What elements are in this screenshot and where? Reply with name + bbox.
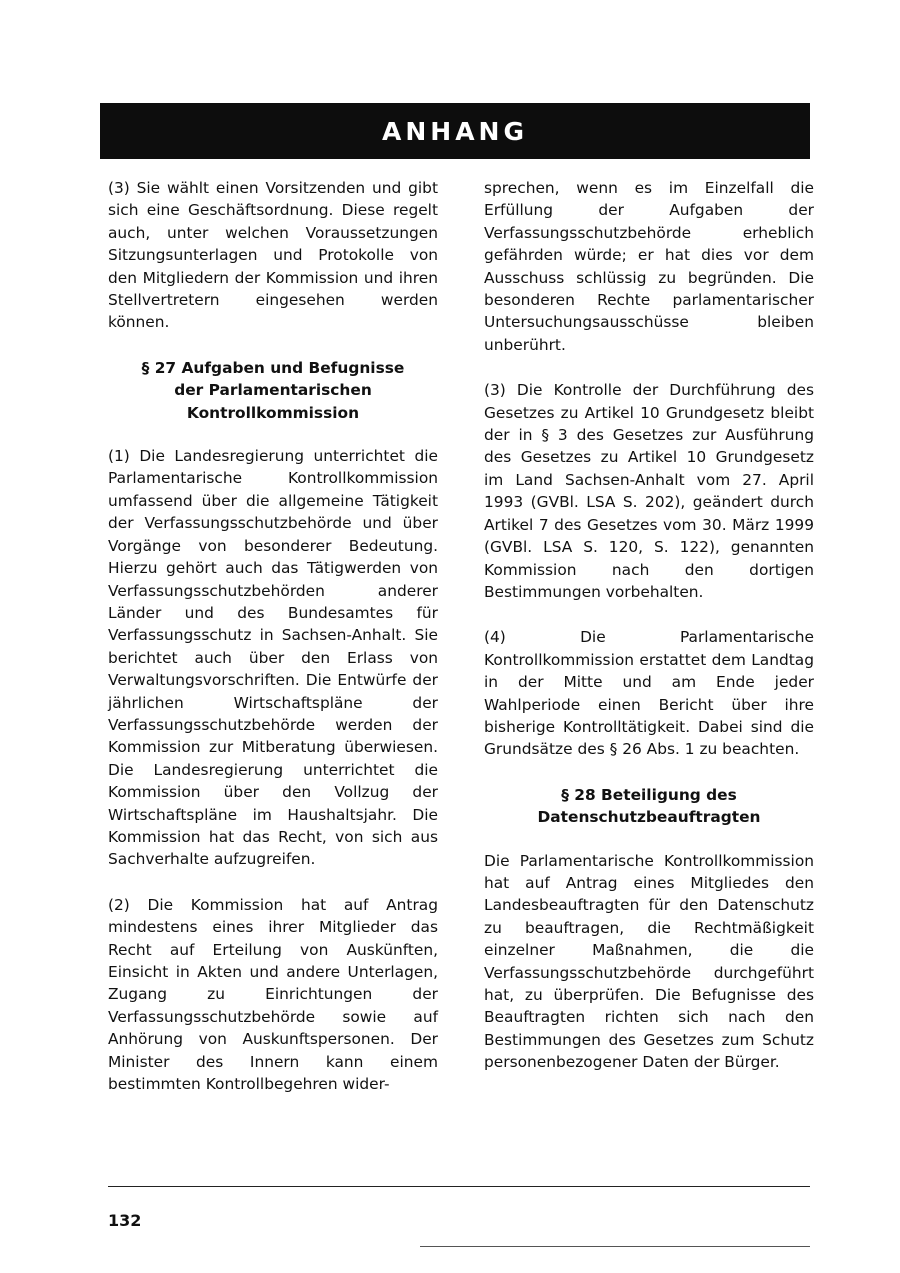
paragraph-27-3: (3) Die Kontrolle der Durchführung des Gesetzes zu Artikel 10 Grundgesetz bleibt der in § 3 des Gesetzes zur Ausführung des Gesetzes zu Artikel 10 Grundgesetz im Land Sachsen-Anhalt vom 27. April 1993 (GVBl. LSA S. 202), geändert durch Artikel 7 des Gesetzes vom 30. März 1999 (GVBl. LSA S. 120, S. 122), genannten Kommission nach den dortigen Bestimmungen vorbehalten.	[484, 381, 814, 601]
heading-27-line-3: Kontrollkommission	[186, 403, 360, 422]
heading-27-line-2: der Parlamentarischen	[174, 381, 372, 400]
heading-28-line-2: Datenschutzbeauftragten	[537, 808, 761, 827]
footer-divider	[108, 1186, 810, 1187]
paragraph-27-2-continued: sprechen, wenn es im Einzelfall die Erfüllung der Aufgaben der Verfassungsschutzbehörde erheblich gefährden würde; er hat dies vor dem Ausschuss schlüssig zu begründen. Die besonderen Rechte parlamentarischer Untersuchungsausschüsse bleiben unberührt.	[484, 179, 814, 354]
heading-27-line-1: § 27 Aufgaben und Befugnisse	[141, 358, 405, 377]
heading-28-line-1: § 28 Beteiligung des	[561, 785, 737, 804]
page-number: 132	[108, 1211, 142, 1230]
left-column	[108, 177, 438, 1118]
right-column	[484, 177, 814, 1097]
section-heading-27	[108, 357, 438, 424]
banner-title: ANHANG	[382, 116, 528, 146]
section-banner	[100, 103, 810, 159]
paragraph-28: Die Parlamentarische Kontrollkommission hat auf Antrag eines Mitgliedes den Landesbeauftragten für den Datenschutz zu beauftragen, die Rechtmäßigkeit einzelner Maßnahmen, die die Verfassungsschutzbehörde durchgeführt hat, zu überprüfen. Die Befugnisse des Beauftragten richten sich nach den Bestimmungen des Gesetzes zum Schutz personenbezogener Daten der Bürger.	[484, 851, 814, 1072]
paragraph-27-1: (1) Die Landesregierung unterrichtet die Parlamentarische Kontrollkommission umfassend über die allgemeine Tätigkeit der Verfassungsschutzbehörde und über Vorgänge von besonderer Bedeutung. Hierzu gehört auch das Tätigwerden von Verfassungsschutzbehörden anderer Länder und des Bundesamtes für Verfassungsschutz in Sachsen-Anhalt. Sie berichtet auch über den Erlass von Verwaltungsvorschriften. Die Entwürfe der jährlichen Wirtschaftspläne der Verfassungsschutzbehörde werden der Kommission zur Mitberatung überwiesen. Die Landesregierung unterrichtet die Kommission über den Vollzug der Wirtschaftspläne im Haushaltsjahr. Die Kommission hat das Recht, von sich aus Sachverhalte aufzugreifen.	[108, 447, 438, 869]
paragraph-27-4: (4) Die Parlamentarische Kontrollkommission erstattet dem Landtag in der Mitte und am Ende jeder Wahlperiode einen Bericht über ihre bisherige Kontrolltätigkeit. Dabei sind die Grundsätze des § 26 Abs. 1 zu beachten.	[484, 628, 814, 759]
paragraph-3-commission-chair: (3) Sie wählt einen Vorsitzenden und gibt sich eine Geschäftsordnung. Diese regelt auch, unter welchen Voraussetzungen Sitzungsunterlagen und Protokolle von den Mitgliedern der Kommission und ihren Stellvertretern eingesehen werden können.	[108, 179, 438, 332]
paragraph-27-2: (2) Die Kommission hat auf Antrag mindestens eines ihrer Mitglieder das Recht auf Erteilung von Auskünften, Einsicht in Akten und andere Unterlagen, Zugang zu Einrichtungen der Verfassungsschutzbehörde sowie auf Anhörung von Auskunftspersonen. Der Minister des Innern kann einem bestimmten Kontrollbegehren wider-	[108, 895, 438, 1094]
bottom-divider	[420, 1246, 810, 1247]
section-heading-28	[484, 784, 814, 829]
